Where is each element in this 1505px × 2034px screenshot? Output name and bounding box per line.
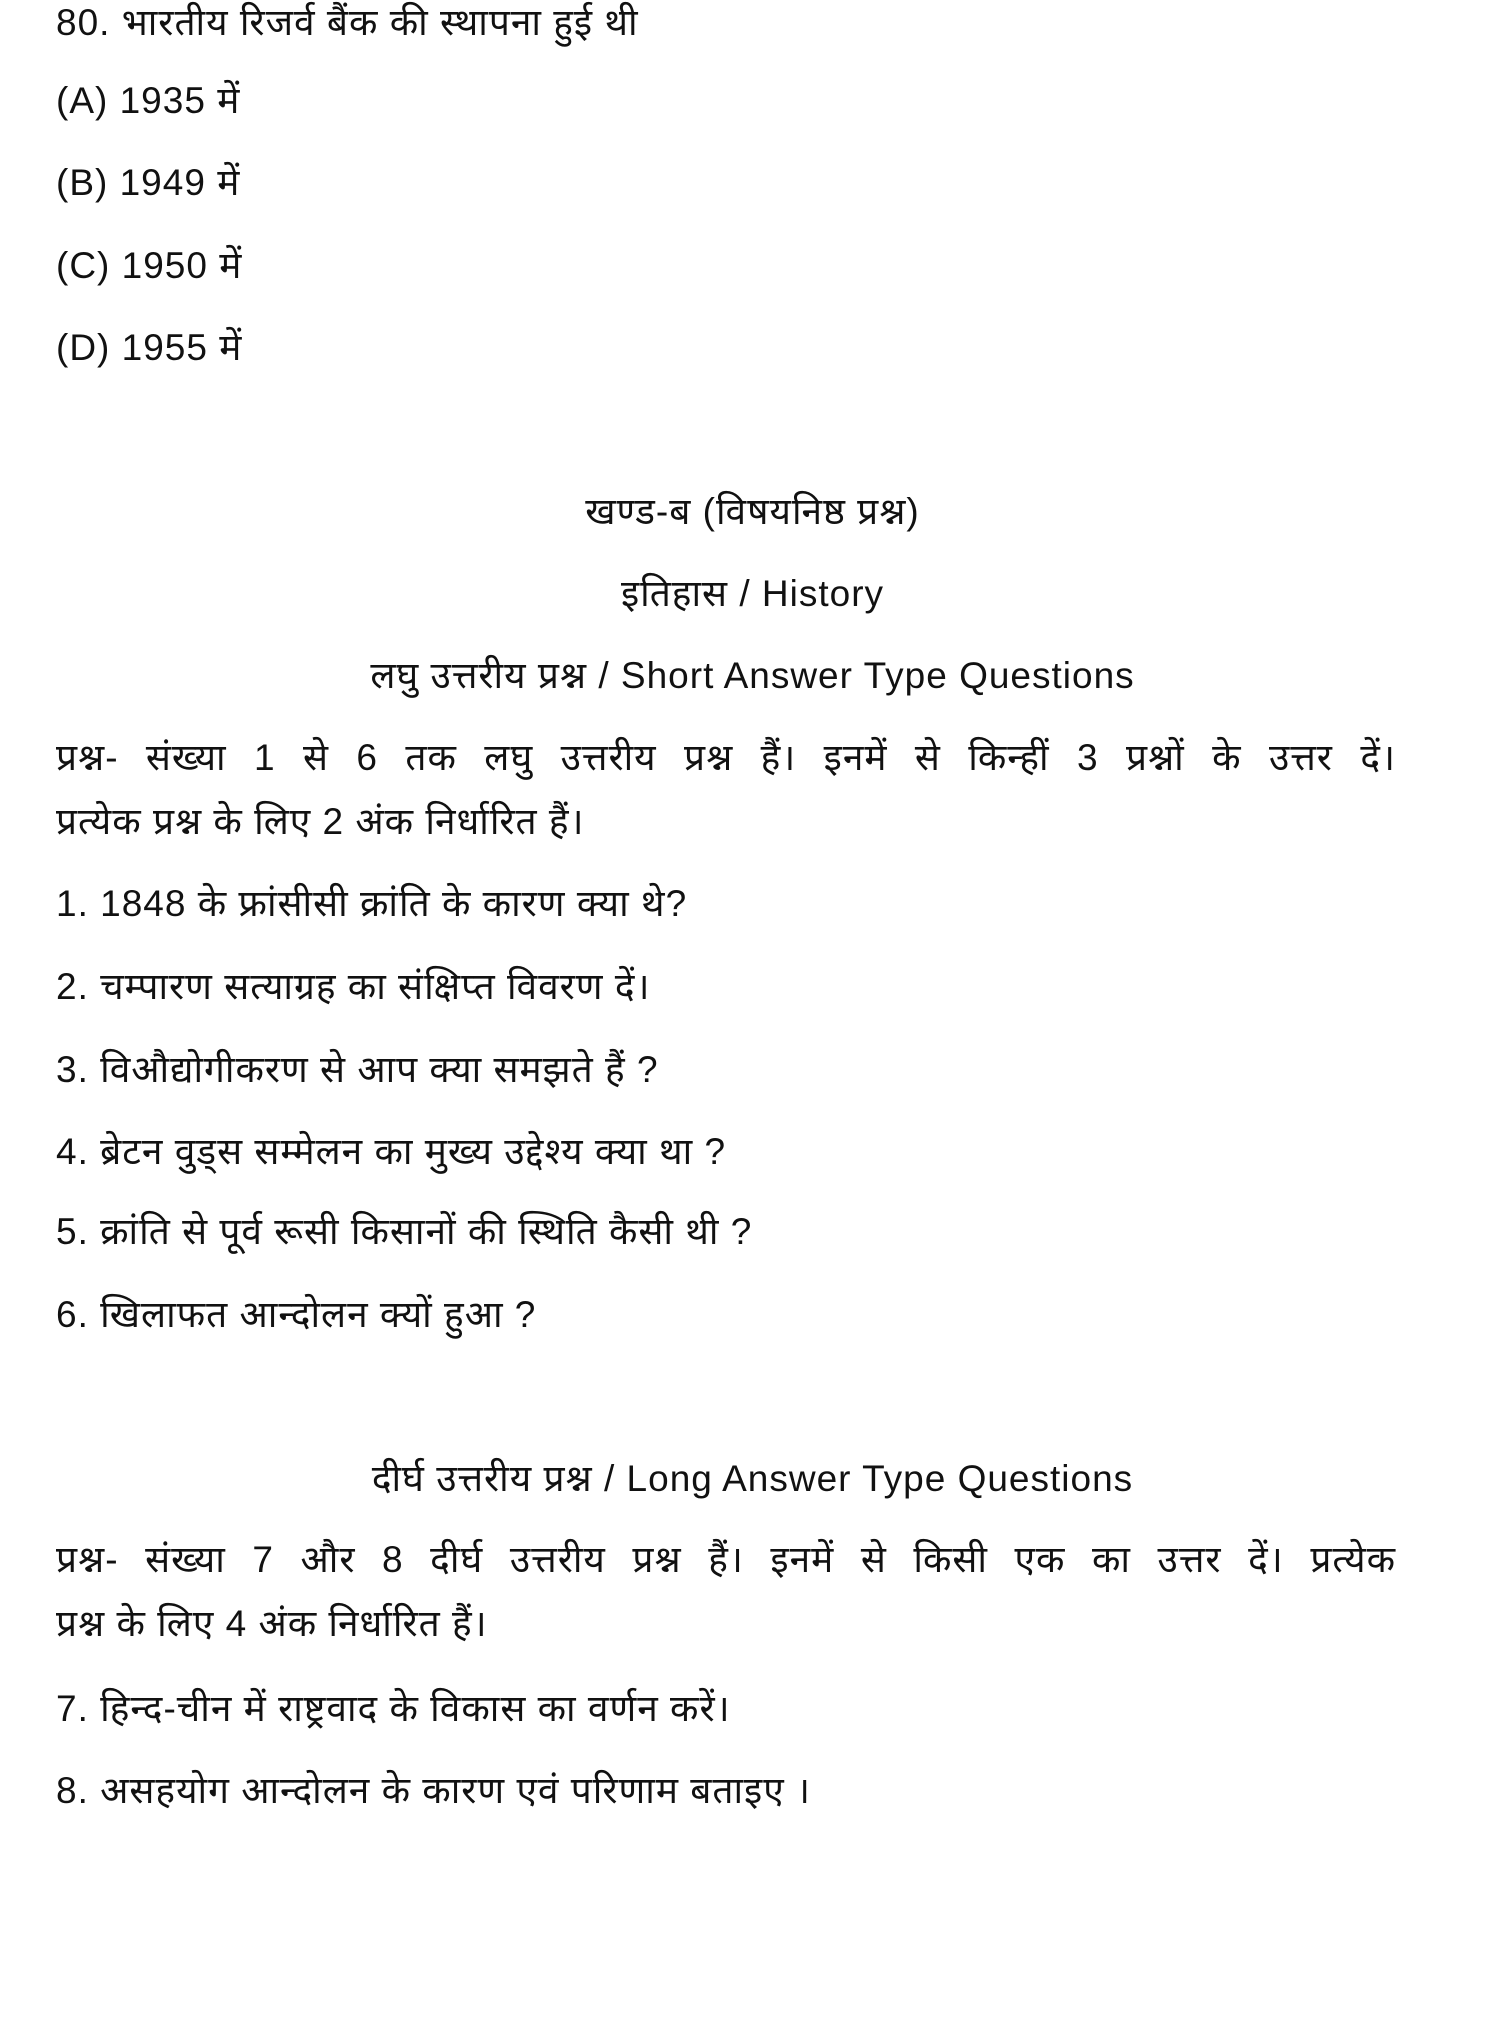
long-instruction-line2: प्रश्न के लिए 4 अंक निर्धारित हैं। bbox=[56, 1603, 488, 1644]
short-instruction-line1: प्रश्न- संख्या 1 से 6 तक लघु उत्तरीय प्रश्न हैं। इनमें से किन्हीं 3 प्रश्नों के उत्तर दें। bbox=[56, 737, 1396, 778]
long-question-8: 8. असहयोग आन्दोलन के कारण एवं परिणाम बताइए । bbox=[56, 1770, 811, 1811]
mcq-question: 80. भारतीय रिजर्व बैंक की स्थापना हुई थी bbox=[56, 2, 639, 43]
mcq-option-b: (B) 1949 में bbox=[56, 162, 241, 203]
section-title: खण्ड-ब (विषयनिष्ठ प्रश्न) bbox=[585, 491, 920, 532]
mcq-option-c: (C) 1950 में bbox=[56, 245, 243, 286]
short-answer-heading: लघु उत्तरीय प्रश्न / Short Answer Type Questions bbox=[370, 655, 1135, 696]
long-answer-heading: दीर्घ उत्तरीय प्रश्न / Long Answer Type Questions bbox=[371, 1458, 1134, 1499]
short-question-5: 5. क्रांति से पूर्व रूसी किसानों की स्थिति कैसी थी ? bbox=[56, 1211, 753, 1252]
short-question-3: 3. विऔद्योगीकरण से आप क्या समझते हैं ? bbox=[56, 1049, 659, 1090]
short-question-6: 6. खिलाफत आन्दोलन क्यों हुआ ? bbox=[56, 1294, 537, 1335]
short-question-4: 4. ब्रेटन वुड्स सम्मेलन का मुख्य उद्देश्य क्या था ? bbox=[56, 1131, 727, 1172]
long-instruction-line1: प्रश्न- संख्या 7 और 8 दीर्घ उत्तरीय प्रश्न हैं। इनमें से किसी एक का उत्तर दें। प्रत्येक bbox=[56, 1539, 1396, 1580]
long-question-7: 7. हिन्द-चीन में राष्ट्रवाद के विकास का वर्णन करें। bbox=[56, 1688, 731, 1729]
mcq-option-a: (A) 1935 में bbox=[56, 80, 241, 121]
subject-title: इतिहास / History bbox=[620, 573, 885, 614]
short-instruction-line2: प्रत्येक प्रश्न के लिए 2 अंक निर्धारित हैं। bbox=[56, 801, 585, 842]
short-question-1: 1. 1848 के फ्रांसीसी क्रांति के कारण क्या थे? bbox=[56, 883, 688, 924]
mcq-option-d: (D) 1955 में bbox=[56, 327, 243, 368]
short-question-2: 2. चम्पारण सत्याग्रह का संक्षिप्त विवरण दें। bbox=[56, 966, 651, 1007]
